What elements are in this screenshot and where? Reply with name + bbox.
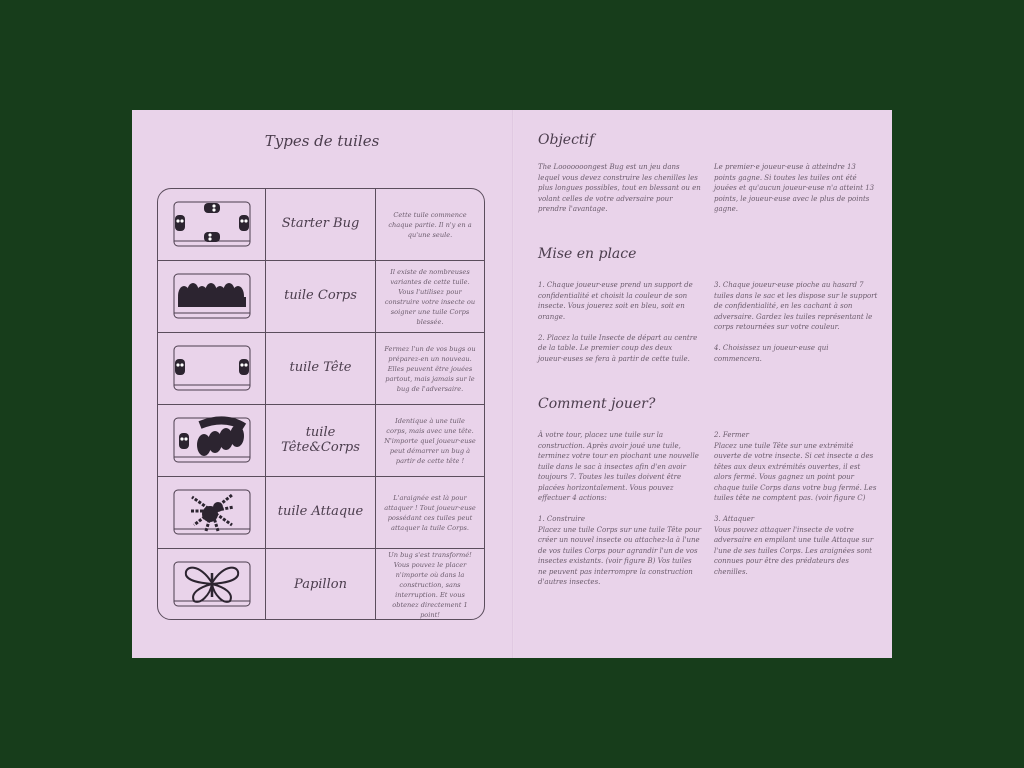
tile-row <box>158 477 484 549</box>
tile-illustration-cell <box>158 333 266 404</box>
objectif-heading: Objectif <box>538 132 595 148</box>
tile-illustration-cell <box>158 477 266 548</box>
tile-types-table <box>157 188 485 620</box>
head-tile-icon <box>170 343 254 395</box>
mise-en-place-col1: 1. Chaque joueur·euse prend un support de confidentialité et choisit la couleur de son insecte. Vous jouerez soit en bleu, soit en orange. 2. Placez la tuile Insecte de départ au centre de la table. Le premier coup des deux joueur·euses se fera à partir de cette tuile. <box>538 281 698 363</box>
tile-description: Fermez l'un de vos bugs ou préparez-en un nouveau. Elles peuvent être jouées partout, mais jamais sur le bug de l'adversaire. <box>384 344 476 393</box>
mise-en-place-heading: Mise en place <box>538 246 637 262</box>
objectif-text-col2: Le premier·e joueur·euse à atteindre 13 points gagne. Si toutes les tuiles ont été jouées et qu'aucun joueur·euse n'a atteint 13 points, le joueur·euse avec le plus de points gagne. <box>714 163 875 213</box>
butterfly-tile-icon <box>170 559 254 611</box>
tile-description: Identique à une tuile corps, mais avec une tête. N'importe quel joueur·euse peut démarrer un bug à partir de cette tête ! <box>384 416 476 465</box>
tile-row <box>158 189 484 261</box>
tile-name: tuile Attaque <box>266 477 376 548</box>
tile-illustration-cell <box>158 405 266 476</box>
tile-name: tuile Corps <box>266 261 376 332</box>
tile-types-title: Types de tuiles <box>264 132 380 150</box>
tile-row <box>158 549 484 620</box>
rulebook-spread <box>132 110 892 658</box>
tile-description: Un bug s'est transformé! Vous pouvez le placer n'importe où dans la construction, sans interruption. Et vous obtenez directement 1 point! <box>388 551 472 619</box>
comment-jouer-heading: Comment jouer? <box>538 396 656 412</box>
objectif-text-col1: The Looooooongest Bug est un jeu dans lequel vous devez construire les chenilles les plus longues possibles, tout en blessant ou en volant celles de votre adversaire pour prendre l'avantage. <box>538 163 701 213</box>
tile-name: Starter Bug <box>266 189 376 260</box>
tile-description: Il existe de nombreuses variantes de cette tuile. Vous l'utilisez pour construire votre insecte ou soigner une tuile Corps blessée. <box>384 267 476 326</box>
mise-en-place-col2: 3. Chaque joueur·euse pioche au hasard 7 tuiles dans le sac et les dispose sur le support de confidentialité, en les cachant à son adversaire. Gardez les tuiles représentant le corps retournées sur votre couleur. 4. Choisissez un joueur·euse qui commencera. <box>714 281 878 363</box>
tile-name: Papillon <box>266 549 376 620</box>
tile-illustration-cell <box>158 549 266 620</box>
head-body-tile-icon <box>170 415 254 467</box>
tile-description: L'araignée est là pour attaquer ! Tout joueur·euse possédant ces tuiles peut attaquer la tuile Corps. <box>384 493 476 532</box>
spider-tile-icon <box>170 487 254 539</box>
comment-jouer-col1: À votre tour, placez une tuile sur la construction. Après avoir joué une tuile, terminez votre tour en piochant une nouvelle tuile dans le sac à insectes afin d'en avoir toujours 7. Toutes les tuiles doivent être placées horizontalement. Vous pouvez effectuer 4 actions: 1. Construire Placez une tuile Corps sur une tuile Tête pour créer un nouvel insecte ou attachez-la à l'une de vos tuiles Corps pour agrandir l'un de vos insectes existants. (voir figure B) Vos tuiles ne peuvent pas interrompre la construction d'autres insectes. <box>538 431 702 586</box>
tile-row <box>158 261 484 333</box>
tile-row <box>158 333 484 405</box>
body-tile-icon <box>170 271 254 323</box>
comment-jouer-col2: 2. Fermer Placez une tuile Tête sur une extrémité ouverte de votre insecte. Si cet insecte a des têtes aux deux extrémités ouvertes, il est alors fermé. Vous gagnez un point pour chaque tuile Corps dans votre bug fermé. Les tuiles tête ne comptent pas. (voir figure C) 3. Attaquer Vous pouvez attaquer l'insecte de votre adversaire en empilant une tuile Attaque sur l'une de ses tuiles Corps. Les araignées sont connues pour être des prédateurs des chenilles. <box>714 431 877 576</box>
tile-description: Cette tuile commence chaque partie. Il n'y en a qu'une seule. <box>388 210 472 239</box>
tile-name: tuile Tête&Corps <box>266 405 376 476</box>
tile-illustration-cell <box>158 189 266 260</box>
starter-bug-tile-icon <box>170 199 254 251</box>
tile-row <box>158 405 484 477</box>
tile-name: tuile Tête <box>266 333 376 404</box>
booklet-spine <box>512 110 514 658</box>
tile-illustration-cell <box>158 261 266 332</box>
